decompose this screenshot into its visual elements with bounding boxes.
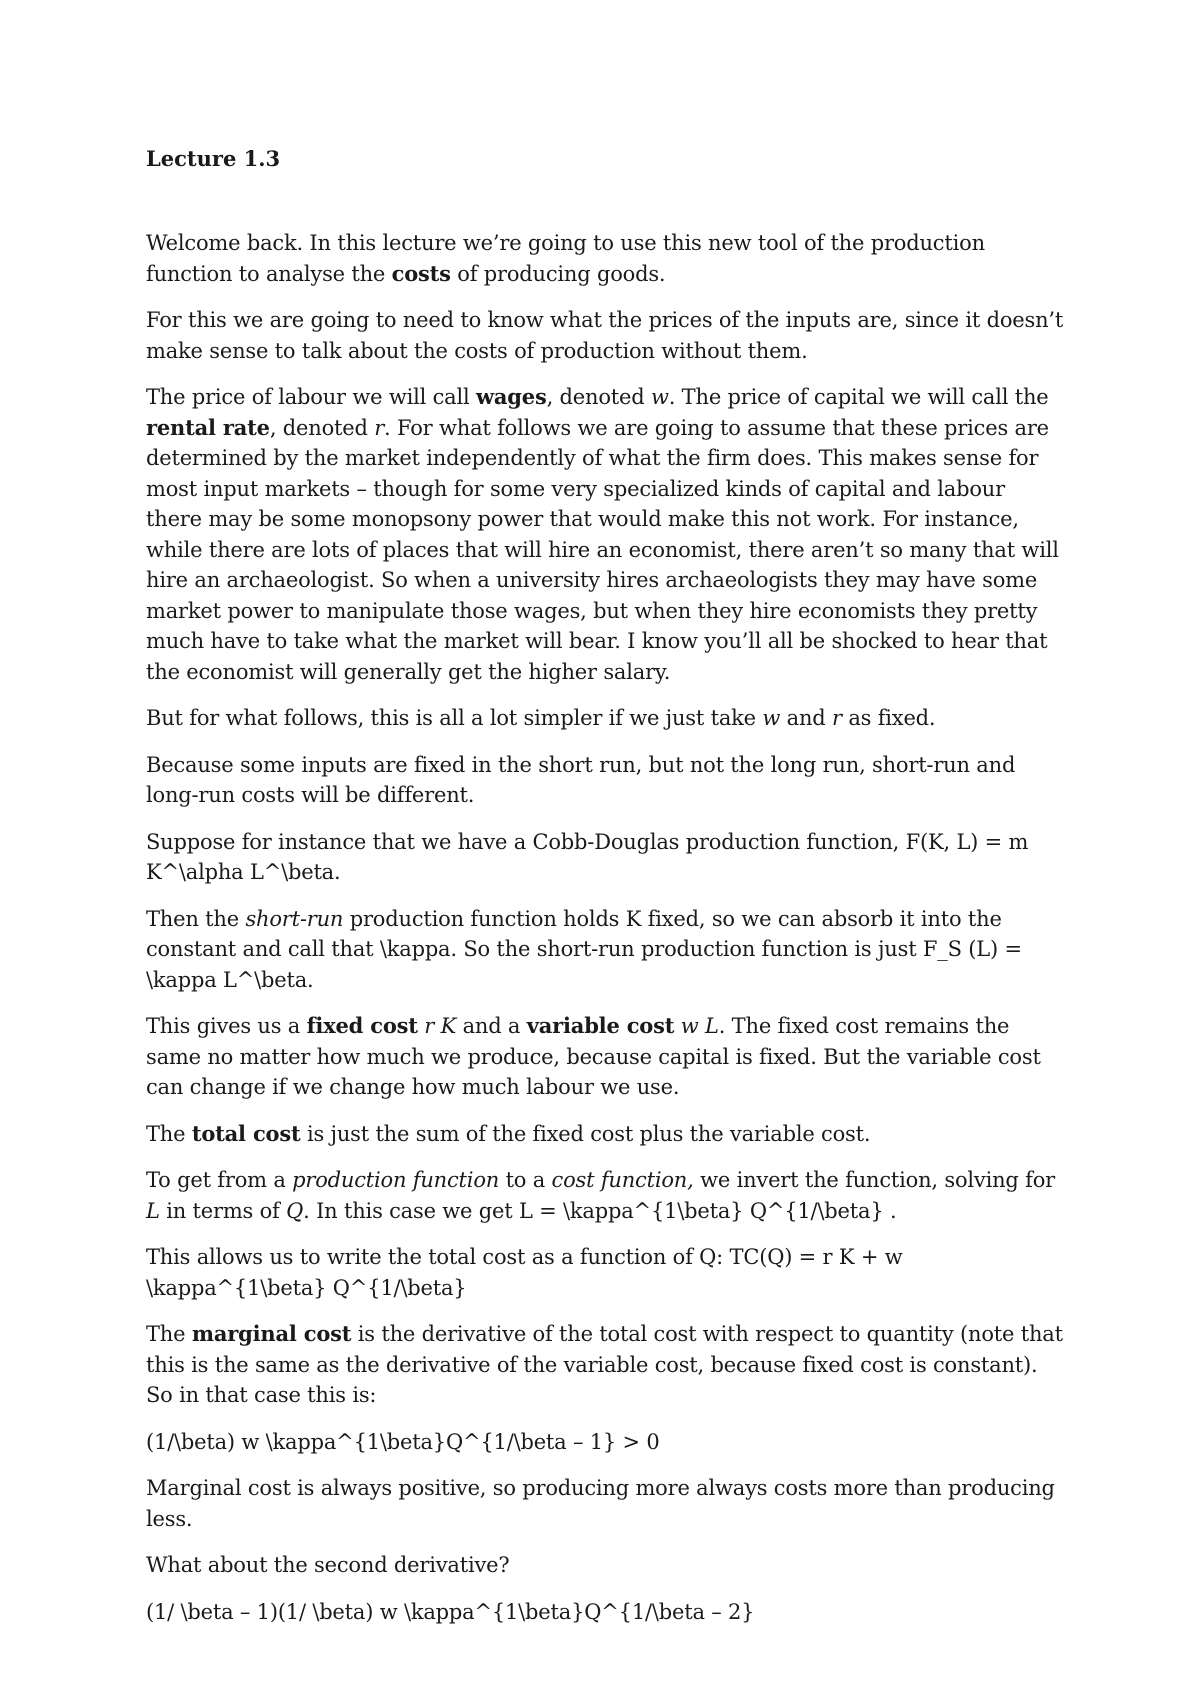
text-run: To get from a [146,1168,293,1192]
text-run: For this we are going to need to know what the prices of the inputs are, since it doesn’t make sense to talk about the costs of production without them. [146,308,1064,363]
italic-term: short-run [245,906,344,931]
text-run: . The fixed cost remains the same no matter how much we produce, because capital is fixed. But the variable cost can change if we change how much labour we use. [146,1014,1041,1099]
text-run: . In this case we get L = \kappa^{1\beta} Q^{1/\beta} . [303,1198,897,1223]
text-run: (1/\beta) w \kappa^{1\beta}Q^{1/\beta – 1} > 0 [146,1429,660,1454]
text-run: Welcome back. In this lecture we’re going to use this new tool of the production function to analyse the [146,231,985,286]
italic-term: w [650,385,669,409]
paragraph [146,305,1066,366]
text-run: of producing goods. [450,261,666,286]
bold-term: costs [391,260,451,286]
text-run: . The price of capital we will call the [668,385,1049,409]
text-run: is the derivative of the total cost with respect to quantity (note that this is the same as the derivative of the variable cost, because fixed cost is constant). So in that case this is: [146,1322,1063,1407]
italic-term: r K [424,1014,457,1038]
text-run: in terms of [159,1198,287,1223]
italic-term: Q [286,1198,304,1223]
paragraph [146,1011,1066,1103]
paragraph-list [146,228,1066,1627]
text-run: This allows us to write the total cost as a function of Q: TC(Q) = r K + w \kappa^{1\beta} Q^{1/\beta} [146,1245,903,1300]
paragraph [146,904,1066,996]
italic-term: w L [680,1014,719,1038]
text-run: Then the [146,906,246,931]
paragraph [146,1242,1066,1303]
text-run: Marginal cost is always positive, so producing more always costs more than producing less. [146,1476,1055,1531]
bold-term: marginal cost [191,1321,352,1346]
text-run: The [146,1322,192,1346]
paragraph [146,1165,1066,1226]
text-run: , denoted [546,385,651,409]
lecture-heading: Lecture 1.3 [146,146,281,171]
document-body [146,144,1066,1643]
bold-term: rental rate [146,414,270,440]
italic-term: cost function, [551,1168,694,1192]
italic-term: production function [292,1168,500,1192]
paragraph [146,703,1066,734]
text-run: we invert the function, solving for [693,1168,1055,1192]
italic-term: L [146,1198,160,1223]
paragraph [146,1473,1066,1534]
paragraph [146,750,1066,811]
text-run: and [780,706,833,730]
text-run: (1/ \beta – 1)(1/ \beta) w \kappa^{1\beta}Q^{1/\beta – 2} [146,1599,755,1624]
paragraph [146,1597,1066,1628]
text-run: But for what follows, this is all a lot simpler if we just take [146,706,763,730]
text-run: Because some inputs are fixed in the short run, but not the long run, short-run and long-run costs will be different. [146,752,1016,807]
text-run: This gives us a [146,1014,307,1038]
italic-term: w [762,706,781,730]
paragraph [146,1119,1066,1150]
text-run: as fixed. [841,706,936,730]
bold-term: wages [476,384,547,409]
paragraph [146,827,1066,888]
text-run: Suppose for instance that we have a Cobb-Douglas production function, F(K, L) = m K^\alpha L^\beta. [146,829,1029,884]
text-run: and a [456,1014,527,1038]
paragraph [146,1427,1066,1458]
paragraph [146,1319,1066,1411]
text-run: The price of labour we will call [146,385,477,409]
text-run: is just the sum of the fixed cost plus the variable cost. [300,1121,871,1146]
paragraph [146,382,1066,687]
bold-term: total cost [191,1120,301,1146]
paragraph [146,228,1066,289]
italic-term: r [832,706,842,730]
text-run: to a [499,1168,552,1192]
italic-term: r [374,415,385,440]
bold-term: fixed cost [306,1013,418,1038]
text-run: The [146,1121,192,1146]
bold-term: variable cost [526,1013,675,1038]
text-run: What about the second derivative? [146,1553,510,1577]
text-run: . For what follows we are going to assume that these prices are determined by the market independently of what the firm does. This makes sense for most input markets – though for some very specialized kinds of capital and labour there may be some monopsony power that would make this not work. For instance, while there are lots of places that will hire an economist, there aren’t so many that will hire an archaeologist. So when a university hires archaeologists they may have some market power to manipulate those wages, but when they hire economists they pretty much have to take what the market will bear. I know you’ll all be shocked to hear that the economist will generally get the higher salary. [146,415,1059,684]
text-run: production function holds K fixed, so we can absorb it into the constant and call that \kappa. So the short-run production function is just F_S (L) = \kappa L^\beta. [146,906,1022,992]
paragraph [146,1550,1066,1581]
text-run: , denoted [269,415,375,440]
